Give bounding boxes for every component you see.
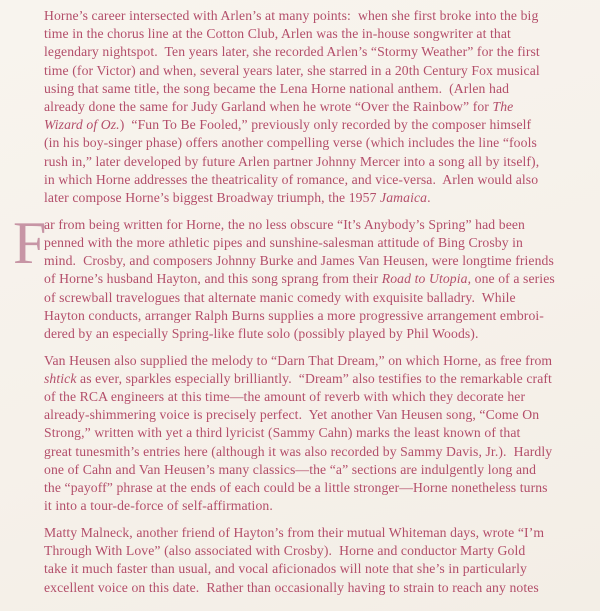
text-line (44, 560, 596, 578)
drop-cap: F (13, 209, 47, 276)
body-text: take it much faster than usual, and vocal aficionados will note that she’s in particularly (44, 561, 527, 577)
text-line (44, 134, 596, 152)
body-text: using that same title, the song became the Lena Horne national anthem. (Arlen had (44, 80, 510, 96)
body-text: ar from being written for Horne, the no less obscure “It’s Anybody’s Spring” had been (44, 216, 525, 232)
text-line (44, 234, 596, 252)
body-text: . (427, 190, 431, 206)
text-line (44, 443, 596, 461)
text-line (44, 388, 596, 406)
body-text: as ever, sparkles especially brilliantly. “Dream” also testifies to the remarkable craft (76, 370, 552, 386)
body-text: the “payoff” phrase at the ends of each could be a little stronger—Horne nonetheless turns (44, 480, 548, 496)
body-text: dered by an especially Spring-like flute solo (possibly played by Phil Woods). (44, 325, 479, 341)
body-text: mind. Crosby, and composers Johnny Burke and James Van Heusen, were longtime friends (44, 253, 554, 269)
paragraph (44, 352, 596, 516)
text-line (44, 7, 596, 25)
text-line (44, 171, 596, 189)
text-line (44, 252, 596, 270)
text-line (44, 25, 596, 43)
text-line (44, 370, 596, 388)
text-line (44, 153, 596, 171)
italic-text: The (492, 99, 514, 115)
body-text: in which Horne addresses the theatricality of romance, and vice-versa. Arlen would also (44, 171, 539, 187)
body-text: of screwball travelogues that alternate manic comedy with exquisite balladry. While (44, 289, 516, 305)
text-line (44, 424, 596, 442)
body-text: rush in,” later developed by future Arlen partner Johnny Mercer into a song all by itself), (44, 153, 540, 169)
text-line (44, 352, 596, 370)
body-text: Strong,” written with yet a third lyricist (Sammy Cahn) marks the least known of that (44, 425, 521, 441)
body-text: (in his boy-singer phase) offers another compelling verse (which includes the line “fools (44, 135, 537, 151)
text-line (44, 116, 596, 134)
body-text: Matty Malneck, another friend of Hayton’s from their mutual Whiteman days, wrote “I’m (44, 524, 545, 540)
text-line (44, 579, 596, 597)
body-text: later compose Horne’s biggest Broadway triumph, the 1957 (44, 190, 381, 206)
body-text: one of Cahn and Van Heusen’s many classics—the “a” sections are indulgently long and (44, 461, 537, 477)
text-line (44, 270, 596, 288)
body-text: excellent voice on this date. Rather than occasionally having to strain to reach any notes (44, 579, 539, 595)
text-line (44, 216, 596, 234)
text-column (13, 7, 596, 605)
body-text: already done the same for Judy Garland when he wrote “Over the Rainbow” for (44, 99, 493, 115)
body-text: already-shimmering voice is precisely perfect. Yet another Van Heusen song, “Come On (44, 407, 540, 423)
text-line (44, 461, 596, 479)
body-text: great tunesmith’s entries here (although it was also recorded by Sammy Davis, Jr.). Hardly (44, 443, 553, 459)
body-text: time in the chorus line at the Cotton Club, Arlen was the in-house songwriter at that (44, 26, 511, 42)
text-line (44, 98, 596, 116)
text-line (44, 542, 596, 560)
text-line (44, 406, 596, 424)
body-text: of the RCA engineers at this time—the amount of reverb with which they decorate her (44, 389, 526, 405)
text-line (44, 325, 596, 343)
body-text: it into a tour-de-force of self-affirmation. (44, 498, 273, 514)
text-line (44, 307, 596, 325)
text-line (44, 62, 596, 80)
paragraph (13, 209, 596, 343)
italic-text: Road to Utopia (381, 271, 468, 287)
body-text: Horne’s career intersected with Arlen’s at many points: when she first broke into the big (44, 8, 539, 23)
body-text: penned with the more athletic pipes and sunshine-salesman attitude of Bing Crosby in (44, 234, 524, 250)
text-line (44, 479, 596, 497)
body-text: Through With Love” (also associated with Crosby). Horne and conductor Marty Gold (44, 543, 526, 559)
text-line (44, 524, 596, 542)
text-line (44, 43, 596, 61)
text-line (44, 80, 596, 98)
body-text: , one of a series (467, 271, 555, 287)
body-text: Hayton conducts, arranger Ralph Burns supplies a more progressive arrangement embroi- (44, 307, 544, 323)
italic-text: Jamaica (380, 190, 428, 206)
body-text: of Horne’s husband Hayton, and this song sprang from their (44, 271, 382, 287)
paragraph (44, 524, 596, 597)
italic-text: shtick (44, 370, 77, 386)
text-line (44, 189, 596, 207)
text-line (44, 497, 596, 515)
text-line (44, 289, 596, 307)
paragraph (44, 7, 596, 207)
body-text: legendary nightspot. Ten years later, she recorded Arlen’s “Stormy Weather” for the first (44, 44, 540, 60)
italic-text: Wizard of Oz. (44, 117, 120, 133)
body-text: time (for Victor) and when, several years later, she starred in a 20th Century Fox musical (44, 62, 540, 78)
body-text: Van Heusen also supplied the melody to “Darn That Dream,” on which Horne, as free from (44, 352, 553, 368)
body-text: ) “Fun To Be Fooled,” previously only recorded by the composer himself (119, 117, 532, 133)
